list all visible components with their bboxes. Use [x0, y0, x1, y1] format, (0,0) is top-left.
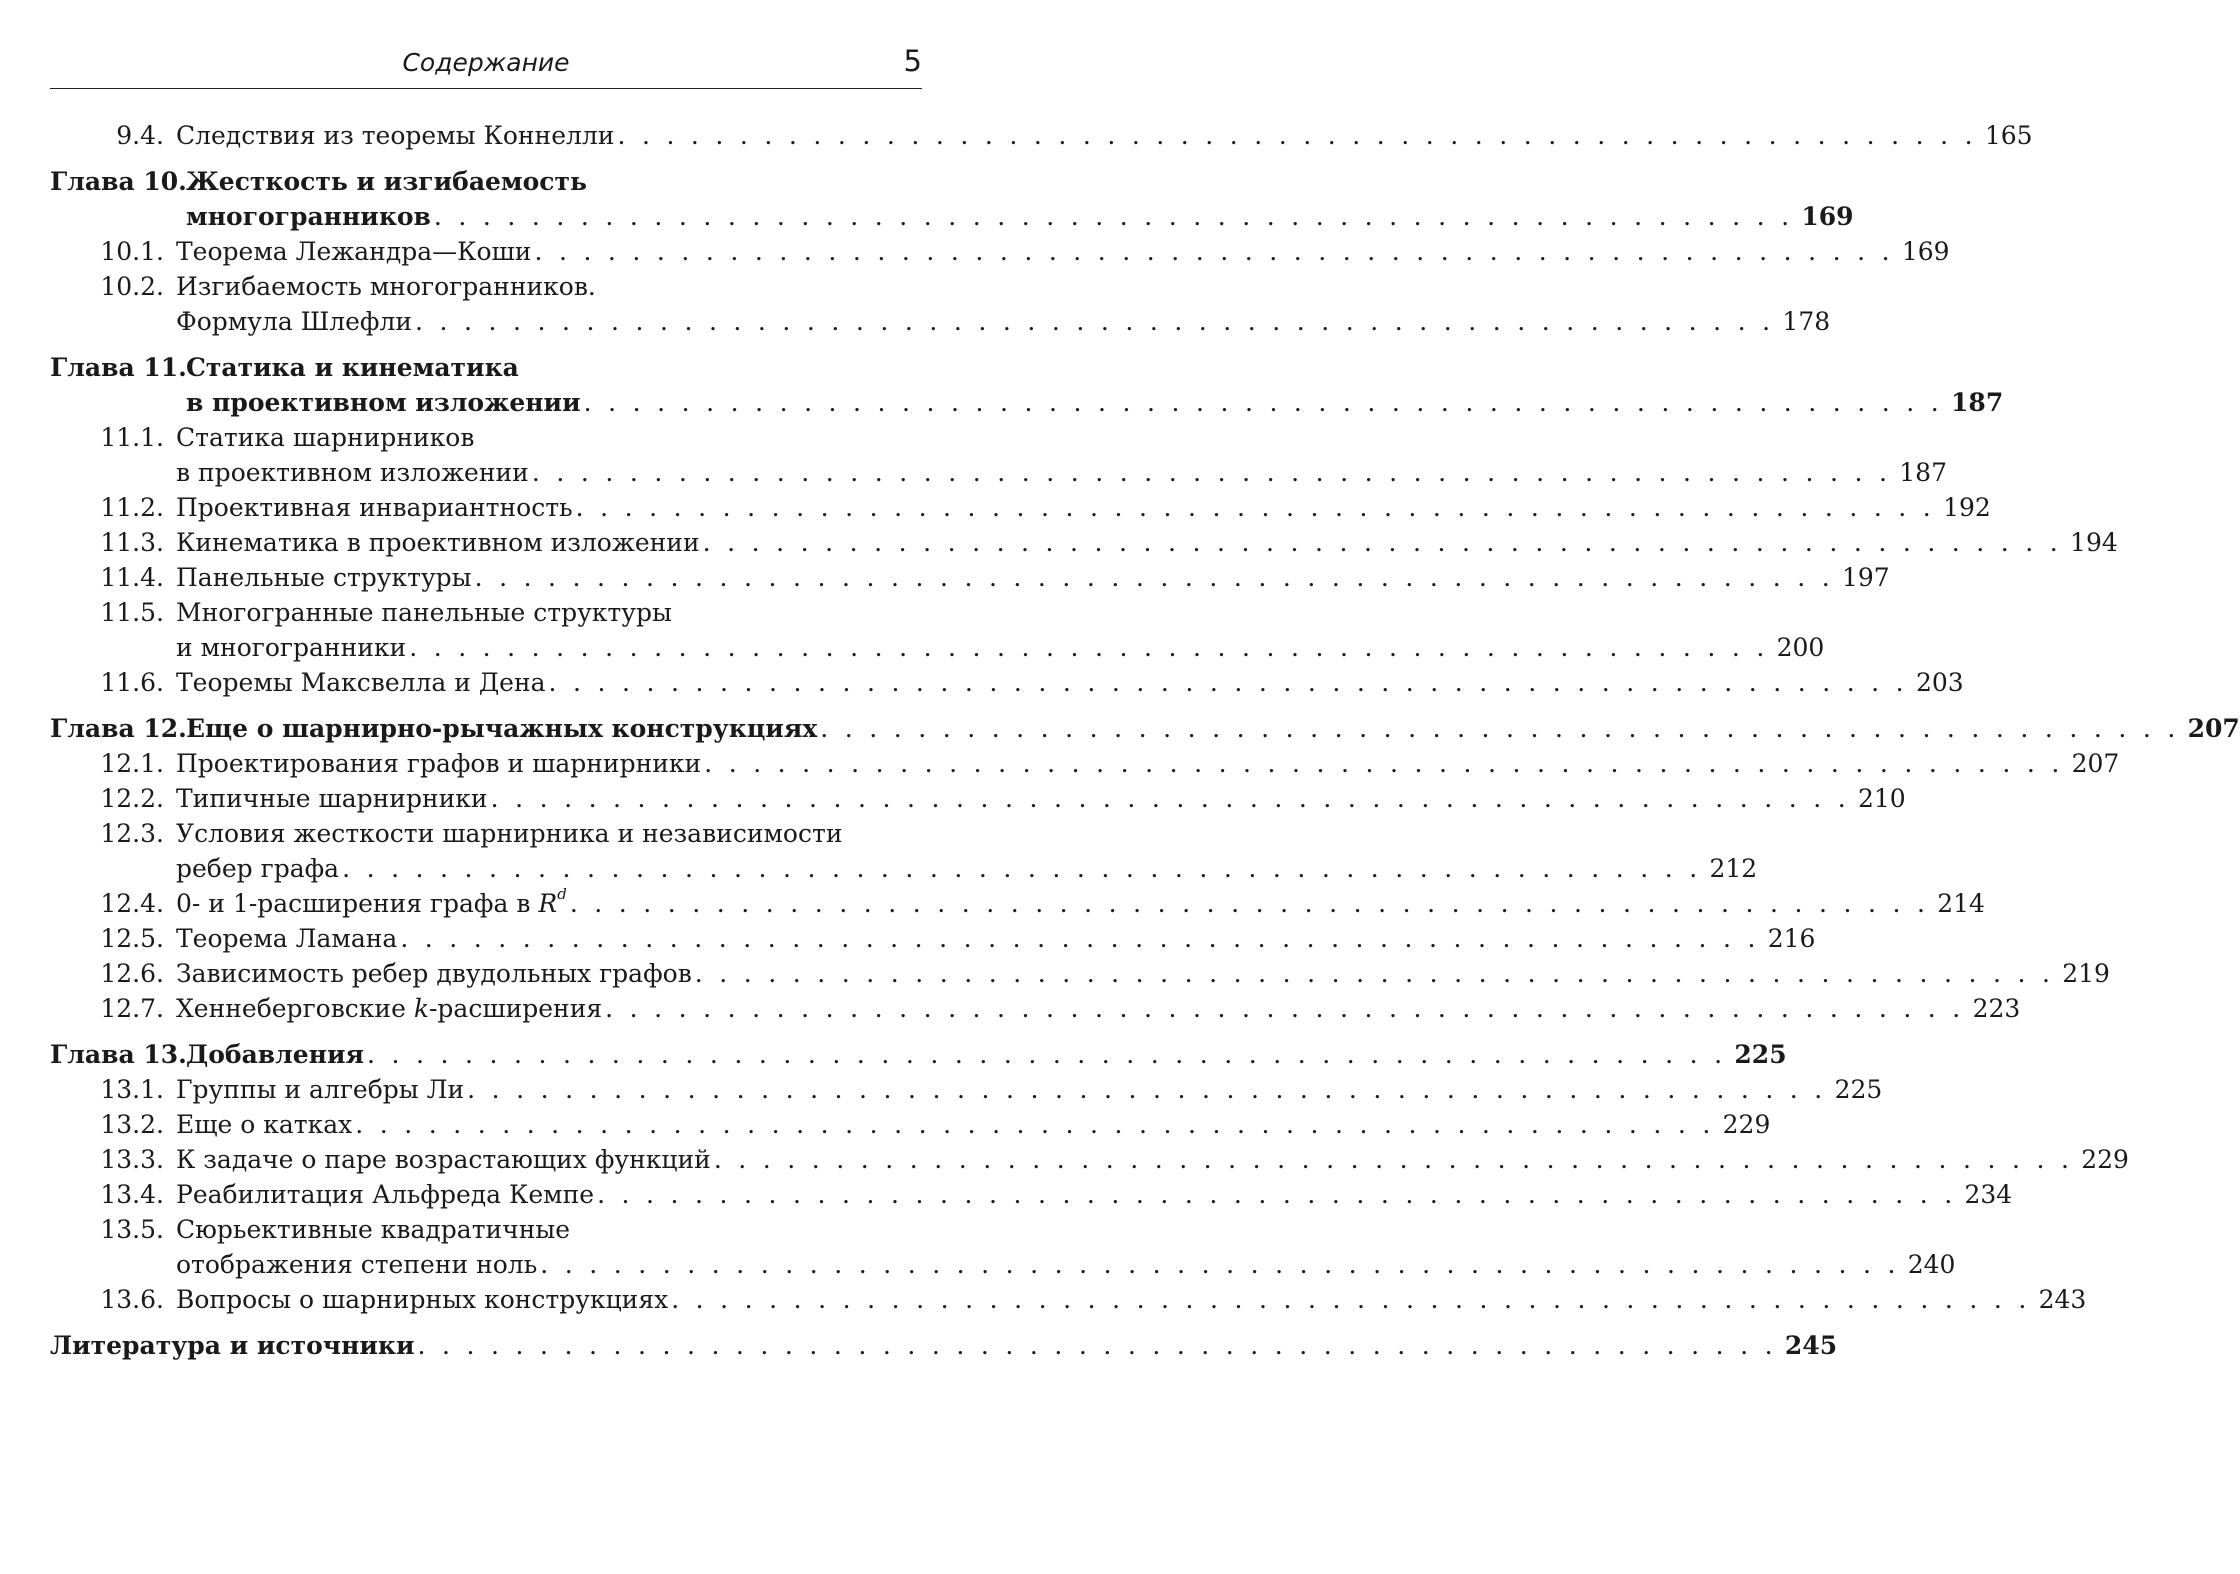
toc-entry-11-4[interactable] [50, 560, 1890, 595]
toc-entry-11-5-cont[interactable] [50, 630, 1825, 665]
page-ref: 187 [1951, 388, 2004, 417]
toc-chapter-11-cont[interactable] [50, 385, 2004, 420]
toc-entry-12-4[interactable] [50, 884, 1985, 921]
toc-entry-10-2-cont[interactable] [50, 304, 1831, 339]
page-ref: 178 [1782, 307, 1831, 336]
section-title: Теорема Лежандра—Коши [176, 237, 532, 266]
toc-entry-13-5-cont[interactable] [50, 1247, 1956, 1282]
toc-entry-11-5[interactable] [50, 595, 922, 630]
section-number: 11.2. [100, 493, 164, 522]
page-ref: 219 [2062, 959, 2110, 988]
leader-dots: . . . . . . . . . . . . . . . . . . . . . . . . . . . . . . . . . . . . . . . . . . . . . . . . . . . . . . . . [474, 563, 1834, 592]
toc-entry-10-1[interactable] [50, 234, 1950, 269]
page-ref: 243 [2038, 1285, 2087, 1314]
chapter-title-line1: Жесткость и изгибаемость [186, 167, 587, 196]
leader-dots: . . . . . . . . . . . . . . . . . . . . . . . . . . . . . . . . . . . . . . . . . . . . . . . . . . . . . . . . [575, 493, 1936, 522]
section-number: 11.3. [100, 528, 164, 557]
page-ref: 210 [1858, 784, 1906, 813]
section-title: Группы и алгебры Ли [176, 1075, 465, 1104]
page-ref: 194 [2070, 528, 2118, 557]
section-title-post: -расширения [428, 994, 603, 1023]
section-number: 12.1. [100, 749, 164, 778]
leader-dots: . . . . . . . . . . . . . . . . . . . . . . . . . . . . . . . . . . . . . . . . . . . . . . . . . . . . . . . . [342, 854, 1702, 883]
page-ref: 223 [1972, 994, 2021, 1023]
chapter-title-line2: в проективном изложении [186, 388, 581, 417]
toc-entry-11-1[interactable] [50, 420, 922, 455]
leader-dots: . . . . . . . . . . . . . . . . . . . . . . . . . . . . . . . . . . . . . . . . . . . . . . . . . . . . . . . . [409, 633, 1769, 662]
section-number: 11.4. [100, 563, 164, 592]
section-number: 12.4. [100, 889, 164, 918]
toc-entry-13-4[interactable] [50, 1177, 2013, 1212]
section-number: 12.6. [100, 959, 164, 988]
toc-entry-9-4[interactable] [50, 118, 2033, 153]
section-number: 10.1. [100, 237, 164, 266]
section-title-line2: Формула Шлефли [176, 307, 413, 336]
section-number: 11.1. [100, 423, 164, 452]
page-ref: 245 [1784, 1331, 1838, 1360]
chapter-label: Глава 11. [50, 353, 187, 382]
page-ref: 207 [2071, 749, 2120, 778]
leader-dots: . . . . . . . . . . . . . . . . . . . . . . . . . . . . . . . . . . . . . . . . . . . . . . . . . . . . . . . . [569, 889, 1930, 918]
section-title: Кинематика в проективном изложении [176, 528, 700, 557]
section-title-line1: Статика шарнирников [176, 423, 475, 452]
section-title-line2: в проективном изложении [176, 458, 529, 487]
table-of-contents [50, 118, 2240, 1363]
math-symbol-r: R [538, 889, 558, 918]
section-number: 12.2. [100, 784, 164, 813]
section-title: Теоремы Максвелла и Дена [176, 668, 546, 697]
section-number: 13.1. [100, 1075, 164, 1104]
section-number: 13.6. [100, 1285, 164, 1314]
leader-dots: . . . . . . . . . . . . . . . . . . . . . . . . . . . . . . . . . . . . . . . . . . . . . . . . . . . . . . . . [597, 1180, 1957, 1209]
leader-dots: . . . . . . . . . . . . . . . . . . . . . . . . . . . . . . . . . . . . . . . . . . . . . . . . . . . . . . . . [355, 1110, 1715, 1139]
toc-entry-13-1[interactable] [50, 1072, 1883, 1107]
leader-dots: . . . . . . . . . . . . . . . . . . . . . . . . . . . . . . . . . . . . . . . . . . . . . . . . . . . . . . . . [490, 784, 1850, 813]
chapter-label: Глава 12. [50, 714, 187, 743]
section-title [176, 991, 605, 1026]
section-title-line1: Изгибаемость многогранников. [176, 272, 596, 301]
leader-dots: . . . . . . . . . . . . . . . . . . . . . . . . . . . . . . . . . . . . . . . . . . . . . . . . . . . . . . . . [694, 959, 2055, 988]
leader-dots: . . . . . . . . . . . . . . . . . . . . . . . . . . . . . . . . . . . . . . . . . . . . . . . . . . . . . . . . [534, 237, 1894, 266]
page-ref: 240 [1907, 1250, 1956, 1279]
toc-chapter-13[interactable] [50, 1037, 1787, 1072]
page-ref: 225 [1834, 1075, 1883, 1104]
page-ref: 207 [2187, 714, 2240, 743]
section-title: К задаче о паре возрастающих функций [176, 1145, 711, 1174]
section-title-line2: и многогранники [176, 633, 407, 662]
leader-dots: . . . . . . . . . . . . . . . . . . . . . . . . . . . . . . . . . . . . . . . . . . . . . . . . . . . . . . . . [467, 1075, 1827, 1104]
page-ref: 169 [1901, 237, 1950, 266]
section-title-line1: Условия жесткости шарнирника и независимости [176, 819, 843, 848]
section-title-line2: отображения степени ноль [176, 1250, 538, 1279]
section-number: 13.4. [100, 1180, 164, 1209]
section-title: Следствия из теоремы Коннелли [176, 121, 615, 150]
math-symbol-k: k [413, 994, 429, 1023]
page-ref: 165 [1984, 121, 2033, 150]
page-ref: 187 [1899, 458, 1947, 487]
section-title-line1: Сюрьективные квадратичные [176, 1215, 571, 1244]
section-number: 11.5. [100, 598, 164, 627]
page-ref: 225 [1734, 1040, 1787, 1069]
page-ref: 234 [1964, 1180, 2013, 1209]
toc-entry-12-6[interactable] [50, 956, 2110, 991]
leader-dots: . . . . . . . . . . . . . . . . . . . . . . . . . . . . . . . . . . . . . . . . . . . . . . . . . . . . . . . . [702, 528, 2063, 557]
toc-entry-11-1-cont[interactable] [50, 455, 1947, 490]
leader-dots: . . . . . . . . . . . . . . . . . . . . . . . . . . . . . . . . . . . . . . . . . . . . . . . . . . . . . . . . [671, 1285, 2031, 1314]
leader-dots: . . . . . . . . . . . . . . . . . . . . . . . . . . . . . . . . . . . . . . . . . . . . . . . . . . . . . . . . [548, 668, 1908, 697]
section-title-line1: Многогранные панельные структуры [176, 598, 672, 627]
leader-dots: . . . . . . . . . . . . . . . . . . . . . . . . . . . . . . . . . . . . . . . . . . . . . . . . . . . . . . . . [713, 1145, 2074, 1174]
leader-dots: . . . . . . . . . . . . . . . . . . . . . . . . . . . . . . . . . . . . . . . . . . . . . . . . . . . . . . . . [704, 749, 2064, 778]
leader-dots: . . . . . . . . . . . . . . . . . . . . . . . . . . . . . . . . . . . . . . . . . . . . . . . . . . . . . . . . [820, 714, 2180, 743]
leader-dots: . . . . . . . . . . . . . . . . . . . . . . . . . . . . . . . . . . . . . . . . . . . . . . . . . . . . . . . . [617, 121, 1977, 150]
toc-entry-13-5[interactable] [50, 1212, 922, 1247]
section-number: 13.5. [100, 1215, 164, 1244]
page-ref: 212 [1709, 854, 1758, 883]
toc-entry-11-6[interactable] [50, 665, 1964, 700]
page-ref: 229 [2081, 1145, 2129, 1174]
page-ref: 197 [1841, 563, 1890, 592]
section-number: 13.2. [100, 1110, 164, 1139]
toc-entry-13-6[interactable] [50, 1282, 2087, 1317]
leader-dots: . . . . . . . . . . . . . . . . . . . . . . . . . . . . . . . . . . . . . . . . . . . . . . . . . . . . . . . . [433, 202, 1794, 231]
section-title-text: 0- и 1-расширения графа в [176, 889, 539, 918]
page-number: 5 [903, 44, 922, 78]
page-ref: 203 [1915, 668, 1964, 697]
chapter-label: Глава 10. [50, 167, 187, 196]
toc-entry-12-3-cont[interactable] [50, 851, 1758, 886]
toc-chapter-11[interactable] [50, 350, 922, 385]
section-title-line2: ребер графа [176, 854, 340, 883]
section-title: Еще о катках [176, 1110, 353, 1139]
section-title: Проективная инвариантность [176, 493, 573, 522]
toc-entry-12-2[interactable] [50, 781, 1906, 816]
toc-chapter-10[interactable] [50, 164, 922, 199]
toc-entry-11-2[interactable] [50, 490, 1991, 525]
toc-entry-10-2[interactable] [50, 269, 922, 304]
leader-dots: . . . . . . . . . . . . . . . . . . . . . . . . . . . . . . . . . . . . . . . . . . . . . . . . . . . . . . . . [415, 307, 1775, 336]
toc-entry-12-5[interactable] [50, 921, 1816, 956]
section-number: 10.2. [100, 272, 164, 301]
literature-title: Литература и источники [50, 1331, 415, 1360]
toc-entry-13-2[interactable] [50, 1107, 1771, 1142]
page-ref: 192 [1943, 493, 1991, 522]
running-header [50, 44, 922, 89]
leader-dots: . . . . . . . . . . . . . . . . . . . . . . . . . . . . . . . . . . . . . . . . . . . . . . . . . . . . . . . . [417, 1331, 1777, 1360]
section-title: Теорема Ламана [176, 924, 398, 953]
section-number: 11.6. [100, 668, 164, 697]
section-title [176, 886, 570, 921]
toc-chapter-12[interactable] [50, 711, 2240, 746]
chapter-title-line2: многогранников [186, 202, 431, 231]
math-superscript-d: d [557, 884, 567, 903]
leader-dots: . . . . . . . . . . . . . . . . . . . . . . . . . . . . . . . . . . . . . . . . . . . . . . . . . . . . . . . . [400, 924, 1760, 953]
page-ref: 229 [1722, 1110, 1771, 1139]
page-ref: 200 [1776, 633, 1825, 662]
leader-dots: . . . . . . . . . . . . . . . . . . . . . . . . . . . . . . . . . . . . . . . . . . . . . . . . . . . . . . . . [367, 1040, 1727, 1069]
section-number: 12.5. [100, 924, 164, 953]
leader-dots: . . . . . . . . . . . . . . . . . . . . . . . . . . . . . . . . . . . . . . . . . . . . . . . . . . . . . . . . [583, 388, 1944, 417]
chapter-title: Добавления [186, 1040, 364, 1069]
toc-entry-11-3[interactable] [50, 525, 2118, 560]
chapter-title: Еще о шарнирно-рычажных конструкциях [186, 714, 818, 743]
section-title: Проектирования графов и шарнирники [176, 749, 702, 778]
page-ref: 216 [1767, 924, 1816, 953]
toc-chapter-10-cont[interactable] [50, 199, 1854, 234]
running-header-title: Содержание [402, 48, 570, 77]
toc-entry-12-7[interactable] [50, 991, 2021, 1026]
leader-dots: . . . . . . . . . . . . . . . . . . . . . . . . . . . . . . . . . . . . . . . . . . . . . . . . . . . . . . . . [540, 1250, 1900, 1279]
section-title: Вопросы о шарнирных конструкциях [176, 1285, 669, 1314]
toc-entry-13-3[interactable] [50, 1142, 2129, 1177]
leader-dots: . . . . . . . . . . . . . . . . . . . . . . . . . . . . . . . . . . . . . . . . . . . . . . . . . . . . . . . . [531, 458, 1892, 487]
section-title: Панельные структуры [176, 563, 472, 592]
toc-entry-12-1[interactable] [50, 746, 2120, 781]
toc-entry-12-3[interactable] [50, 816, 922, 851]
chapter-label: Глава 13. [50, 1040, 187, 1069]
section-title: Типичные шарнирники [176, 784, 488, 813]
chapter-title-line1: Статика и кинематика [186, 353, 519, 382]
section-number: 9.4. [116, 121, 164, 150]
section-number: 12.7. [100, 994, 164, 1023]
page-ref: 169 [1801, 202, 1854, 231]
section-title-pre: Хеннеберговские [176, 994, 414, 1023]
section-title: Реабилитация Альфреда Кемпе [176, 1180, 595, 1209]
leader-dots: . . . . . . . . . . . . . . . . . . . . . . . . . . . . . . . . . . . . . . . . . . . . . . . . . . . . . . . . [605, 994, 1965, 1023]
section-number: 13.3. [100, 1145, 164, 1174]
section-title: Зависимость ребер двудольных графов [176, 959, 692, 988]
toc-literature[interactable] [50, 1328, 1838, 1363]
section-number: 12.3. [100, 819, 164, 848]
page-ref: 214 [1937, 889, 1985, 918]
